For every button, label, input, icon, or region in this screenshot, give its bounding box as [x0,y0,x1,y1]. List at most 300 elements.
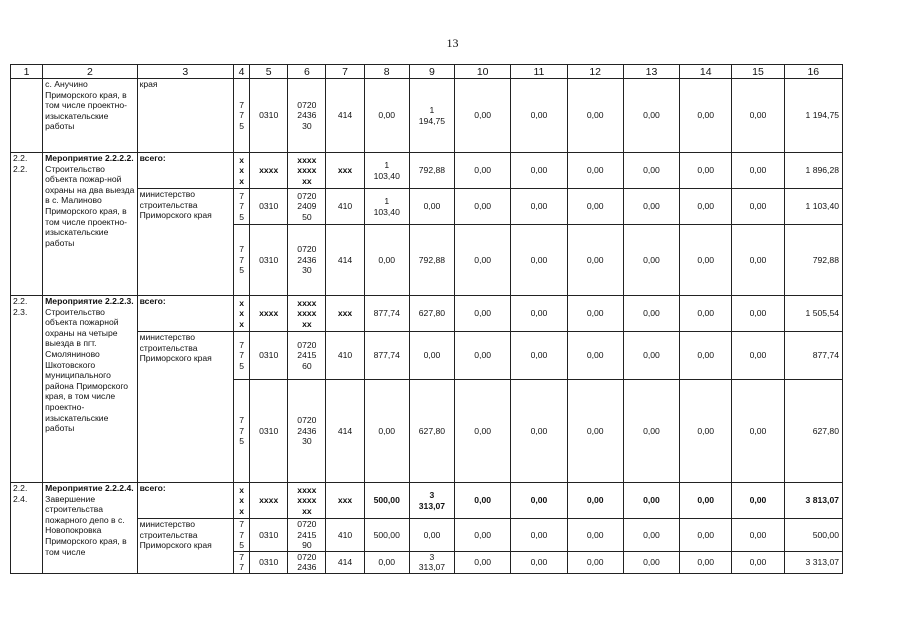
cell-text: х [239,175,244,186]
code-target-cell [288,483,326,519]
value-cell [680,189,732,225]
value-cell [732,519,784,552]
code-grbs-cell [234,79,250,153]
code-target-cell [288,153,326,189]
cell-text: 0,00 [586,425,604,436]
cell-text: х [239,495,244,506]
cell-text: 1 896,28 [805,165,839,176]
cell-text: 5 [239,436,244,447]
code-section-cell [250,332,288,380]
cell-text: 877,74 [373,350,400,361]
cell-text: 0720 [297,415,317,426]
value-cell [732,332,784,380]
cell-text: Строительство объекта пожарной охраны на четыре выезда в пгт. Смоляниново Шкотовского муниципального района Приморского края, в том числе проектно-изыскательские работы [45,306,129,434]
header-row [11,65,843,79]
code-target-cell [288,380,326,483]
value-cell [680,551,732,573]
code-type-cell [326,519,364,552]
cell-text: всего: [139,153,166,163]
cell-text: 0,00 [643,425,660,436]
code-grbs-cell [234,225,250,296]
column-header: 8 [364,65,409,79]
code-section-cell [250,296,288,332]
row-number-cell [11,79,43,153]
cell-text: 3 [429,551,435,562]
cell-text: 7 [239,190,244,201]
value-cell [511,189,567,225]
cell-text: 0,00 [423,350,441,361]
value-cell [455,519,511,552]
value-cell [511,225,567,296]
column-header: 1 [11,65,43,79]
cell-text: 7 [239,110,244,121]
code-section-cell [250,380,288,483]
cell-text: 0,00 [474,201,492,212]
cell-text: 50 [302,211,312,222]
code-section-cell [250,189,288,225]
value-cell [567,296,623,332]
code-grbs-cell [234,551,250,573]
cell-text: Мероприятие 2.2.2.3. [45,296,134,306]
cell-text: 0,00 [749,201,767,212]
cell-text: 30 [302,436,312,447]
cell-text: 0,00 [697,201,715,212]
cell-text: 0310 [259,201,279,212]
cell-text: хххх [259,308,279,319]
cell-text: 0,00 [378,110,396,121]
executor-cell [137,483,233,519]
cell-text: 1 [429,104,435,115]
cell-text: 103,40 [373,170,400,181]
value-cell [364,296,409,332]
cell-text: 0,00 [530,557,548,568]
cell-text: 0,00 [749,557,767,568]
value-cell [364,551,409,573]
cell-text: 5 [239,360,244,371]
cell-text: 5 [239,540,244,551]
cell-text: 0,00 [378,254,396,265]
cell-text: 792,88 [812,254,839,265]
measure-description-cell [43,153,137,296]
total-cell [784,380,842,483]
code-target-cell [288,332,326,380]
cell-text: 0,00 [643,254,660,265]
code-type-cell [326,79,364,153]
cell-text: 0,00 [697,529,715,540]
cell-text: 414 [337,254,353,265]
cell-text: 627,80 [418,308,446,319]
executor-cell [137,153,233,189]
value-cell [364,225,409,296]
cell-text: 500,00 [373,529,400,540]
cell-text: 7 [239,244,244,255]
total-cell [784,153,842,189]
column-header: 13 [623,65,679,79]
value-cell [455,551,511,573]
value-cell [364,189,409,225]
cell-text: 0,00 [586,165,604,176]
cell-text: 1 505,54 [805,308,839,319]
cell-text: 2.2. 2.4. [13,483,28,504]
cell-text: 7 [239,339,244,350]
cell-text: 1 [384,159,390,170]
value-cell [732,225,784,296]
value-cell [732,79,784,153]
measure-description-cell [43,483,137,574]
cell-text: 0,00 [530,495,548,506]
cell-text: 0,00 [697,350,715,361]
total-cell [784,225,842,296]
value-cell [567,483,623,519]
cell-text: 627,80 [418,425,446,436]
cell-text: 0,00 [530,201,548,212]
cell-text: 0720 [297,519,317,529]
cell-text: 0,00 [530,425,548,436]
cell-text: хххх [297,154,317,165]
cell-text: х [239,308,244,319]
value-cell [623,519,679,552]
value-cell [567,189,623,225]
cell-text: ххх [337,495,353,506]
cell-text: 3 313,07 [805,557,839,568]
cell-text: хххх [297,297,317,308]
cell-text: 0,00 [474,110,492,121]
cell-text: 2436 [297,110,317,121]
value-cell [732,153,784,189]
cell-text: 5 [239,265,244,276]
code-grbs-cell [234,380,250,483]
value-cell [409,153,454,189]
code-target-cell [288,519,326,552]
cell-text: 194,75 [418,115,446,126]
cell-text: х [239,318,244,329]
cell-text: 0720 [297,244,317,255]
column-header: 2 [43,65,137,79]
cell-text: 7 [239,350,244,361]
value-cell [364,79,409,153]
table-row [11,483,843,519]
cell-text: 7 [239,551,244,562]
cell-text: 0,00 [697,308,715,319]
cell-text: 5 [239,120,244,131]
value-cell [567,225,623,296]
cell-text: ххх [337,308,353,319]
code-target-cell [288,225,326,296]
cell-text: 0,00 [378,425,396,436]
cell-text: 792,88 [418,165,446,176]
cell-text: 7 [239,201,244,212]
table-row [11,296,843,332]
cell-text: 1 103,40 [805,201,839,212]
cell-text: края [139,79,158,89]
cell-text: министерство строительства Приморского края [139,189,212,221]
column-header: 9 [409,65,454,79]
value-cell [567,332,623,380]
value-cell [409,296,454,332]
cell-text: 0720 [297,190,317,201]
value-cell [732,189,784,225]
code-type-cell [326,551,364,573]
cell-text: 0,00 [643,495,660,506]
cell-text: 0,00 [474,350,492,361]
cell-text: 0310 [259,529,279,540]
value-cell [409,189,454,225]
value-cell [732,551,784,573]
code-section-cell [250,225,288,296]
cell-text: 0720 [297,551,317,562]
cell-text: 627,80 [812,425,839,436]
cell-text: Мероприятие 2.2.2.2. [45,153,134,163]
value-cell [511,380,567,483]
cell-text: 414 [337,110,353,121]
cell-text: 0310 [259,350,279,361]
total-cell [784,296,842,332]
cell-text: 0310 [259,557,279,568]
value-cell [567,551,623,573]
cell-text: 0310 [259,110,279,121]
cell-text: 0,00 [586,308,604,319]
cell-text: 0,00 [749,254,767,265]
value-cell [409,225,454,296]
value-cell [680,153,732,189]
cell-text: 0,00 [530,165,548,176]
cell-text: 0,00 [749,350,767,361]
cell-text: 7 [239,415,244,426]
cell-text: 0,00 [530,254,548,265]
code-grbs-cell [234,332,250,380]
total-cell [784,483,842,519]
cell-text: 500,00 [373,495,400,506]
value-cell [680,79,732,153]
table-row [11,153,843,189]
cell-text: 0,00 [643,350,660,361]
code-section-cell [250,483,288,519]
code-grbs-cell [234,519,250,552]
budget-table [10,64,843,574]
cell-text: 0,00 [749,110,767,121]
code-type-cell [326,332,364,380]
cell-text: 2.2. 2.2. [13,153,28,174]
value-cell [623,380,679,483]
value-cell [511,153,567,189]
cell-text: 0,00 [697,495,715,506]
cell-text: 414 [337,425,353,436]
cell-text: 0,00 [474,425,492,436]
cell-text: 2409 [297,201,317,212]
total-cell [784,332,842,380]
cell-text: 0,00 [378,557,396,568]
code-type-cell [326,380,364,483]
cell-text: 0,00 [697,254,715,265]
value-cell [623,296,679,332]
cell-text: 90 [302,540,312,551]
cell-text: 1 194,75 [805,110,839,121]
column-header: 5 [250,65,288,79]
value-cell [680,519,732,552]
cell-text: 7 [239,562,244,573]
cell-text: 0,00 [586,529,604,540]
cell-text: 0,00 [697,425,715,436]
cell-text: хх [302,505,312,516]
cell-text: Мероприятие 2.2.2.4. [45,483,134,493]
code-type-cell [326,296,364,332]
cell-text: 2436 [297,562,317,573]
cell-text: 7 [239,519,244,529]
value-cell [567,380,623,483]
code-target-cell [288,296,326,332]
value-cell [623,153,679,189]
cell-text: 0,00 [586,254,604,265]
code-section-cell [250,519,288,552]
column-header: 16 [784,65,842,79]
cell-text: 30 [302,120,312,131]
cell-text: х [239,165,244,176]
table-body [11,65,843,574]
code-grbs-cell [234,153,250,189]
value-cell [511,296,567,332]
value-cell [455,153,511,189]
row-number-cell [11,153,43,296]
cell-text: х [239,154,244,165]
value-cell [455,296,511,332]
value-cell [623,79,679,153]
cell-text: 0,00 [474,254,492,265]
cell-text: с. Анучино Приморского края, в том числе проектно-изыскательские работы [45,79,127,132]
cell-text: 7 [239,254,244,265]
code-target-cell [288,551,326,573]
column-header: 7 [326,65,364,79]
code-section-cell [250,79,288,153]
row-number-cell [11,296,43,483]
cell-text: 313,07 [418,562,446,573]
cell-text: 2436 [297,425,317,436]
executor-cell [137,189,233,296]
cell-text: 3 [429,489,435,500]
executor-cell [137,332,233,483]
value-cell [680,332,732,380]
value-cell [680,296,732,332]
cell-text: 0310 [259,254,279,265]
cell-text: хххх [297,484,317,495]
cell-text: х [239,484,244,495]
value-cell [409,79,454,153]
cell-text: 410 [337,201,353,212]
value-cell [623,189,679,225]
value-cell [364,519,409,552]
row-number-cell [11,483,43,574]
column-header: 12 [567,65,623,79]
cell-text: 103,40 [373,206,400,217]
value-cell [455,79,511,153]
cell-text: всего: [139,483,166,493]
executor-cell [137,296,233,332]
value-cell [364,380,409,483]
cell-text: 0,00 [697,165,715,176]
cell-text: 0,00 [749,165,767,176]
column-header: 10 [455,65,511,79]
cell-text: 0,00 [586,110,604,121]
cell-text: 0,00 [474,495,492,506]
code-type-cell [326,189,364,225]
cell-text: 60 [302,360,312,371]
executor-cell [137,79,233,153]
code-section-cell [250,551,288,573]
value-cell [364,332,409,380]
cell-text: 0,00 [474,529,492,540]
cell-text: 0,00 [643,165,660,176]
cell-text: 0,00 [423,201,441,212]
total-cell [784,189,842,225]
cell-text: 410 [337,350,353,361]
cell-text: 0,00 [697,557,715,568]
cell-text: хххх [297,308,317,319]
value-cell [409,519,454,552]
column-header: 3 [137,65,233,79]
value-cell [409,483,454,519]
cell-text: 5 [239,211,244,222]
cell-text: 0,00 [643,529,660,540]
value-cell [623,551,679,573]
cell-text: 0,00 [474,165,492,176]
value-cell [732,483,784,519]
cell-text: х [239,297,244,308]
cell-text: Строительство объекта пожар-ной охраны на два выезда в с. Малиново Приморского края, в том числе проектно-изыскательские работы [45,163,135,248]
cell-text: 0720 [297,99,317,110]
cell-text: 2415 [297,529,317,540]
code-type-cell [326,225,364,296]
cell-text: 0,00 [749,308,767,319]
value-cell [511,519,567,552]
column-header: 6 [288,65,326,79]
cell-text: хх [302,175,312,186]
cell-text: 410 [337,529,353,540]
code-target-cell [288,79,326,153]
value-cell [409,332,454,380]
cell-text: 877,74 [812,350,839,361]
cell-text: 0,00 [643,201,660,212]
value-cell [511,79,567,153]
cell-text: 0,00 [530,308,548,319]
cell-text: 0,00 [749,529,767,540]
total-cell [784,79,842,153]
value-cell [623,332,679,380]
cell-text: хх [302,318,312,329]
code-grbs-cell [234,483,250,519]
cell-text: всего: [139,296,166,306]
cell-text: 500,00 [812,529,839,540]
cell-text: 7 [239,425,244,436]
table-row [11,79,843,153]
cell-text: 0720 [297,339,317,350]
cell-text: 414 [337,557,353,568]
value-cell [511,551,567,573]
cell-text: 0,00 [586,350,604,361]
value-cell [364,153,409,189]
cell-text: 7 [239,99,244,110]
cell-text: 2.2. 2.3. [13,296,28,317]
column-header: 14 [680,65,732,79]
measure-description-cell [43,79,137,153]
cell-text: 2415 [297,350,317,361]
value-cell [567,519,623,552]
column-header: 4 [234,65,250,79]
cell-text: ххх [337,165,353,176]
cell-text: 877,74 [373,308,400,319]
value-cell [732,380,784,483]
value-cell [511,332,567,380]
cell-text: 0310 [259,425,279,436]
value-cell [732,296,784,332]
